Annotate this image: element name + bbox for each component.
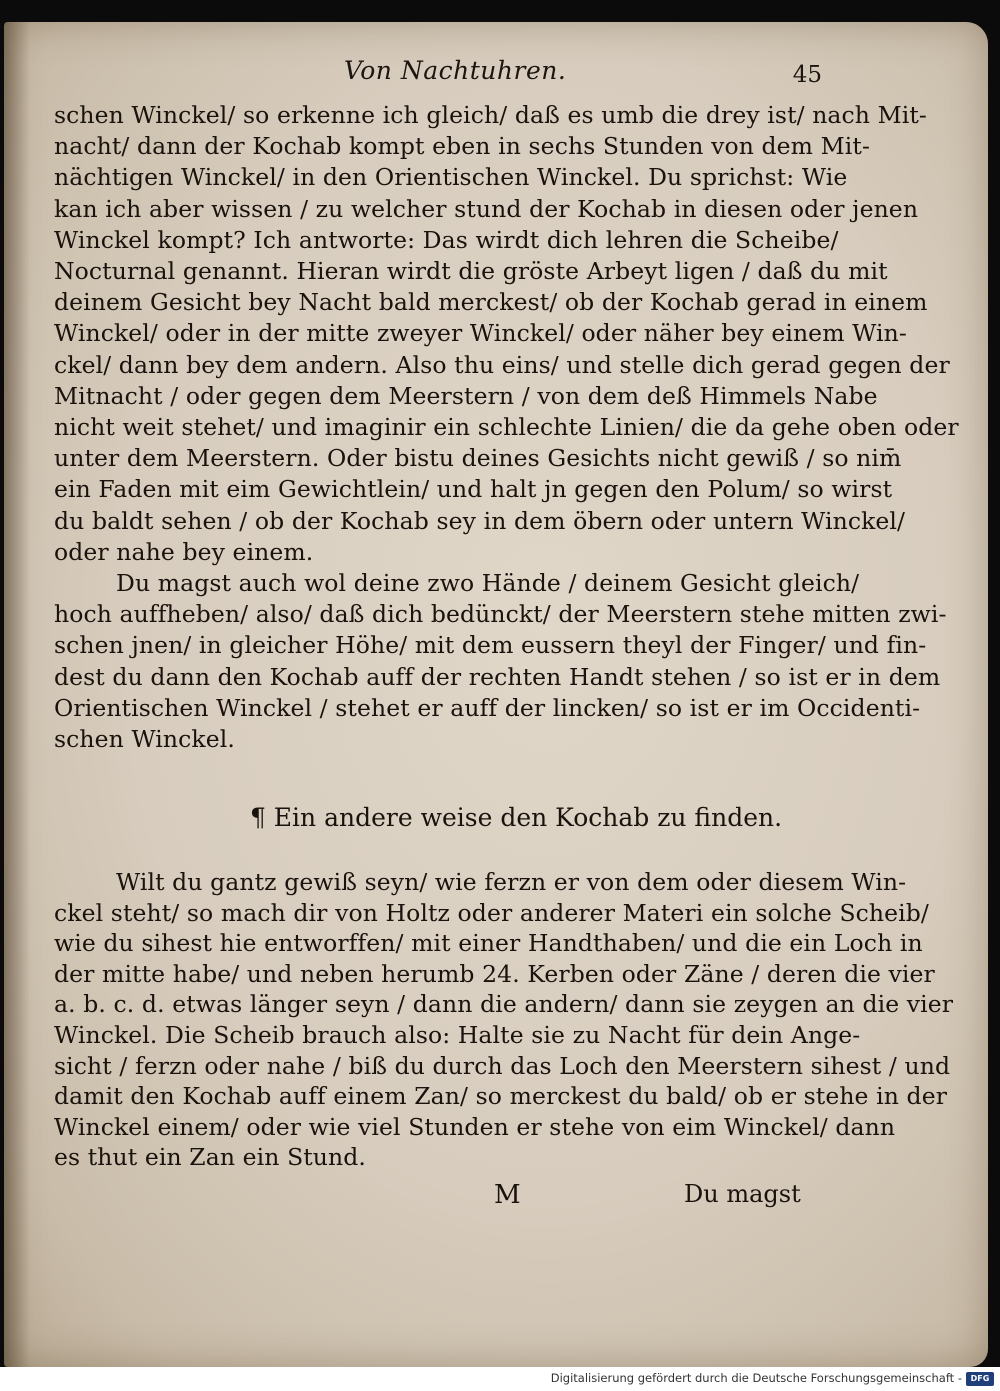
- credit-bar: [0, 1367, 1000, 1391]
- funding-credit: Digitalisierung gefördert durch die Deutsche Forschungsgemeinschaft -: [550, 1371, 962, 1385]
- text-line: kan ich aber wissen / zu welcher stund der Kochab in diesen oder jenen: [54, 194, 919, 223]
- text-line: sicht / ferzn oder nahe / biß du durch das Loch den Meerstern sihest / und: [54, 1051, 951, 1080]
- text-line: a. b. c. d. etwas länger seyn / dann die andern/ dann sie zeygen an die vier: [54, 990, 954, 1019]
- text-line: schen Winckel/ so erkenne ich gleich/ daß es umb die drey ist/ nach Mit-: [54, 101, 927, 129]
- text-line: schen Winckel.: [54, 725, 235, 754]
- text-line: Winckel/ oder in der mitte zweyer Winckel/ oder näher bey einem Win-: [54, 319, 907, 348]
- catchword: Du magst: [684, 1180, 801, 1208]
- text-line: Orientischen Winckel / stehet er auff der lincken/ so ist er im Occidenti-: [54, 693, 921, 722]
- text-line: Du magst auch wol deine zwo Hände / deinem Gesicht gleich/: [116, 569, 860, 598]
- text-line: Winckel kompt? Ich antworte: Das wirdt dich lehren die Scheibe/: [54, 225, 839, 254]
- body-text-block-1: [54, 100, 959, 755]
- text-line: du baldt sehen / ob der Kochab sey in dem öbern oder untern Winckel/: [54, 506, 906, 535]
- text-line: Wilt du gantz gewiß seyn/ wie ferzn er von dem oder diesem Win-: [116, 868, 907, 896]
- signature-mark: M: [494, 1180, 521, 1210]
- text-line: dest du dann den Kochab auff der rechten Handt stehen / so ist er in dem: [54, 662, 941, 691]
- book-page: [4, 22, 988, 1367]
- text-line: ckel/ dann bey dem andern. Also thu eins/ und stelle dich gerad gegen der: [54, 350, 950, 379]
- text-line: deinem Gesicht bey Nacht bald merckest/ ob der Kochab gerad in einem: [54, 288, 928, 317]
- text-line: nächtigen Winckel/ in den Orientischen Winckel. Du sprichst: Wie: [54, 163, 848, 192]
- text-line: Winckel. Die Scheib brauch also: Halte sie zu Nacht für dein Ange-: [54, 1020, 861, 1049]
- page-footer: [4, 1180, 988, 1220]
- text-line: oder nahe bey einem.: [54, 537, 314, 566]
- text-line: damit den Kochab auff einem Zan/ so merckest du bald/ ob er stehe in der: [54, 1082, 948, 1111]
- text-line: ckel steht/ so mach dir von Holtz oder anderer Materi ein solche Scheib/: [54, 898, 929, 927]
- text-line: wie du sihest hie entworffen/ mit einer Handthaben/ und die ein Loch in: [54, 929, 923, 958]
- page-header: [4, 56, 988, 96]
- running-head: Von Nachtuhren.: [344, 56, 567, 85]
- text-line: ein Faden mit eim Gewichtlein/ und halt jn gegen den Polum/ so wirst: [54, 475, 893, 504]
- text-line: nacht/ dann der Kochab kompt eben in sechs Stunden von dem Mit-: [54, 132, 870, 161]
- section-heading: ¶ Ein andere weise den Kochab zu finden.: [249, 803, 783, 832]
- text-line: nicht weit stehet/ und imaginir ein schlechte Linien/ die da gehe oben oder: [54, 413, 959, 442]
- page-number: 45: [792, 62, 822, 88]
- text-line: schen jnen/ in gleicher Höhe/ mit dem eussern theyl der Finger/ und fin-: [54, 631, 927, 660]
- text-line: es thut ein Zan ein Stund.: [54, 1143, 366, 1172]
- dfg-logo-icon: DFG: [966, 1372, 994, 1386]
- text-line: Mitnacht / oder gegen dem Meerstern / von dem deß Himmels Nabe: [54, 381, 878, 410]
- text-line: der mitte habe/ und neben herumb 24. Kerben oder Zäne / deren die vier: [54, 959, 935, 988]
- text-line: hoch auffheben/ also/ daß dich bedünckt/ der Meerstern stehe mitten zwi-: [54, 600, 947, 629]
- text-line: unter dem Meerstern. Oder bistu deines Gesichts nicht gewiß / so nim̄: [54, 444, 902, 473]
- text-line: Nocturnal genannt. Hieran wirdt die gröste Arbeyt ligen / daß du mit: [54, 257, 888, 286]
- text-line: Winckel einem/ oder wie viel Stunden er stehe von eim Winckel/ dann: [54, 1112, 896, 1141]
- body-text-block-2: [54, 867, 954, 1173]
